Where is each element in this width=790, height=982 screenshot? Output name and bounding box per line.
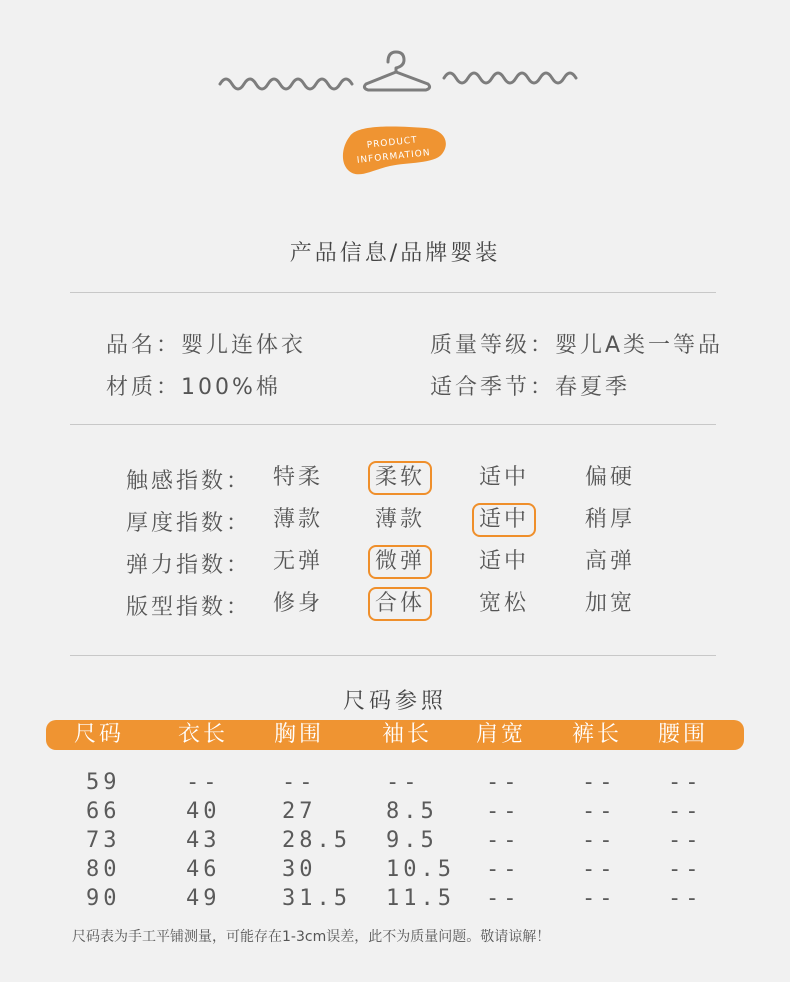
- index-option: 加宽: [584, 591, 635, 616]
- table-cell: --: [486, 886, 521, 911]
- index-option: 薄款: [374, 507, 425, 532]
- index-option-selected: 微弹: [368, 545, 432, 579]
- index-option-selected: 合体: [368, 587, 432, 621]
- info-season: 适合季节：春夏季: [430, 375, 631, 400]
- column-header: 裤长: [572, 722, 623, 747]
- table-cell: 40: [186, 799, 221, 824]
- left-wave-line: [220, 79, 352, 89]
- index-option: 特柔: [272, 465, 323, 490]
- table-cell: --: [486, 828, 521, 853]
- index-label: 触感指数：: [126, 469, 252, 494]
- index-option-selected: 柔软: [368, 461, 432, 495]
- table-cell: 10.5: [386, 857, 455, 882]
- product-information-badge: [338, 122, 448, 178]
- index-option: 偏硬: [584, 465, 635, 490]
- index-option: 稍厚: [584, 507, 635, 532]
- hanger-wave-decoration: [0, 40, 790, 100]
- index-label: 版型指数：: [126, 595, 252, 620]
- table-cell: 46: [186, 857, 221, 882]
- index-option: 高弹: [584, 549, 635, 574]
- index-option: 宽松: [478, 591, 529, 616]
- table-cell: 43: [186, 828, 221, 853]
- table-cell: --: [486, 799, 521, 824]
- hanger-icon: [364, 52, 429, 90]
- table-cell: 30: [282, 857, 317, 882]
- table-cell: --: [282, 770, 317, 795]
- index-label: 厚度指数：: [126, 511, 252, 536]
- size-chart-title: 尺码参照: [342, 689, 447, 714]
- table-cell: --: [668, 886, 703, 911]
- size-table-header: [46, 720, 744, 750]
- index-option-selected: 适中: [472, 503, 536, 537]
- divider: [70, 424, 716, 425]
- info-product-name: 品名：婴儿连体衣: [106, 333, 307, 358]
- table-cell: --: [582, 770, 617, 795]
- badge-line1: PRODUCT: [366, 135, 419, 151]
- index-option: 适中: [478, 465, 529, 490]
- index-option: 无弹: [272, 549, 323, 574]
- table-cell: 9.5: [386, 828, 438, 853]
- table-cell: 28.5: [282, 828, 351, 853]
- table-cell: 90: [86, 886, 121, 911]
- measurement-footnote: 尺码表为手工平铺测量，可能存在1-3cm误差，此不为质量问题。敬请谅解！: [72, 929, 551, 945]
- table-cell: 49: [186, 886, 221, 911]
- info-material: 材质：100%棉: [106, 375, 281, 400]
- table-cell: --: [668, 828, 703, 853]
- column-header: 袖长: [382, 722, 433, 747]
- column-header: 腰围: [658, 722, 709, 747]
- table-cell: --: [486, 770, 521, 795]
- table-cell: 27: [282, 799, 317, 824]
- table-cell: --: [668, 799, 703, 824]
- badge-line2: INFORMATION: [356, 148, 432, 166]
- column-header: 尺码: [74, 722, 125, 747]
- page-title: 产品信息/品牌婴装: [289, 241, 501, 266]
- column-header: 衣长: [178, 722, 229, 747]
- table-cell: 11.5: [386, 886, 455, 911]
- table-cell: --: [582, 886, 617, 911]
- column-header: 肩宽: [476, 722, 527, 747]
- table-cell: --: [582, 828, 617, 853]
- table-cell: 66: [86, 799, 121, 824]
- table-cell: --: [486, 857, 521, 882]
- table-cell: --: [186, 770, 221, 795]
- right-wave-line: [444, 73, 576, 83]
- table-cell: --: [386, 770, 421, 795]
- info-quality-grade: 质量等级：婴儿A类一等品: [430, 333, 724, 358]
- column-header: 胸围: [274, 722, 325, 747]
- divider: [70, 292, 716, 293]
- table-cell: 80: [86, 857, 121, 882]
- index-label: 弹力指数：: [126, 553, 252, 578]
- index-option: 修身: [272, 591, 323, 616]
- table-cell: 31.5: [282, 886, 351, 911]
- table-cell: 73: [86, 828, 121, 853]
- table-cell: 59: [86, 770, 121, 795]
- divider: [70, 655, 716, 656]
- table-cell: --: [668, 857, 703, 882]
- table-cell: --: [582, 799, 617, 824]
- table-cell: --: [582, 857, 617, 882]
- index-option: 适中: [478, 549, 529, 574]
- table-cell: 8.5: [386, 799, 438, 824]
- index-option: 薄款: [272, 507, 323, 532]
- table-cell: --: [668, 770, 703, 795]
